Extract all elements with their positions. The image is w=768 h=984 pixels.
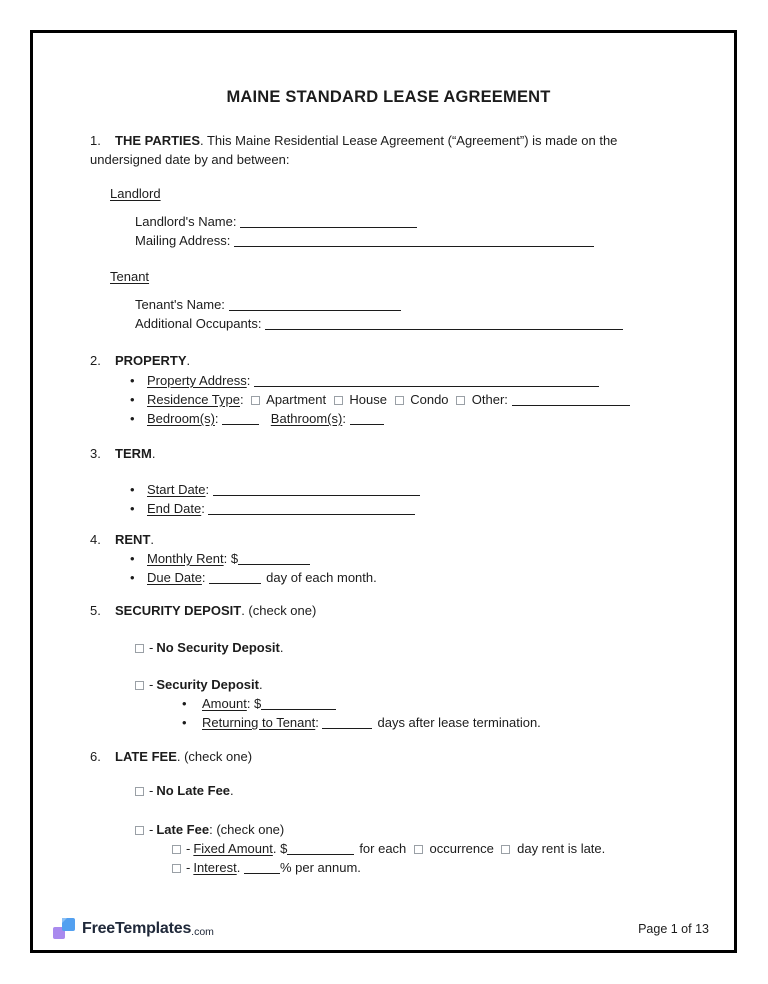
footer [53,917,709,940]
apartment-option-label: Apartment [266,392,327,407]
due-date-suffix: day of each month. [266,570,377,585]
late-fee-row [90,820,687,839]
section-number-6: 6. [90,749,101,764]
brand-logo [53,917,214,940]
end-date-label: End Date [147,501,202,516]
bedrooms-blank[interactable] [222,415,259,425]
colon: : [201,570,206,585]
security-deposit-row [90,675,687,694]
period: . [279,640,284,655]
bullet-icon: • [130,392,135,407]
condo-option-label: Condo [410,392,449,407]
section-heading-rent: RENT [115,532,151,547]
late-fee-label: Late Fee [156,822,210,837]
page-border [30,30,737,953]
freetemplates-logo-icon [53,917,75,940]
fixed-amount-blank[interactable] [287,845,354,855]
colon-dollar: : $ [246,696,262,711]
additional-occupants-blank[interactable] [265,320,623,330]
bullet-icon: • [130,501,135,516]
tenant-heading: Tenant [110,269,150,284]
fixed-amount-checkbox[interactable] [172,845,181,854]
mailing-address-blank[interactable] [234,237,594,247]
day-rent-label: day rent is late. [517,841,606,856]
brand-suffix: .com [191,926,214,938]
house-checkbox[interactable] [334,396,343,405]
due-date-label: Due Date [147,570,202,585]
colon-dollar: : $ [223,551,239,566]
apartment-checkbox[interactable] [251,396,260,405]
section-heading-term: TERM [115,446,152,461]
section-heading-property: PROPERTY [115,353,187,368]
section-property-heading [90,351,687,370]
bathrooms-label: Bathroom(s) [270,411,343,426]
section-number-3: 3. [90,446,101,461]
start-date-label: Start Date [147,482,206,497]
security-deposit-label: Security Deposit [156,677,259,692]
no-late-fee-row [90,781,687,800]
dash: - [149,640,154,655]
bullet-icon: • [130,570,135,585]
logo-blue-shape [62,918,75,931]
fixed-amount-mid-text: for each [359,841,407,856]
bathrooms-blank[interactable] [350,415,384,425]
no-security-deposit-label: No Security Deposit [156,640,280,655]
interest-row [90,858,687,877]
residence-type-row [90,390,687,409]
additional-occupants-label: Additional Occupants: [135,316,262,331]
colon: : [214,411,219,426]
tenant-subsection [90,267,687,286]
interest-checkbox[interactable] [172,864,181,873]
returning-days-blank[interactable] [322,719,372,729]
monthly-rent-row [90,549,687,568]
house-option-label: House [349,392,387,407]
property-address-row [90,371,687,390]
day-rent-checkbox[interactable] [501,845,510,854]
section-heading-late-fee: LATE FEE [115,749,177,764]
period: . [151,446,156,461]
late-fee-checkbox[interactable] [135,826,144,835]
parties-intro-text: . This Maine Residential Lease Agreement (“Agreement”) is made on the undersigned date by and between: [90,133,618,167]
returning-to-tenant-row [90,713,687,732]
no-security-deposit-row [90,638,687,657]
late-fee-suffix: : (check one) [209,822,285,837]
condo-checkbox[interactable] [395,396,404,405]
bedrooms-label: Bedroom(s) [147,411,215,426]
bullet-icon: • [130,551,135,566]
period: . [236,860,241,875]
section-number-5: 5. [90,603,101,618]
brand-name: FreeTemplates [82,919,192,937]
security-deposit-checkbox[interactable] [135,681,144,690]
additional-occupants-row [90,314,687,333]
section-parties-intro [90,131,687,169]
period: . [258,677,263,692]
page-number: Page 1 of 13 [638,921,709,936]
due-date-blank[interactable] [209,574,261,584]
property-address-blank[interactable] [254,377,599,387]
document-content [90,88,687,877]
section-rent-heading [90,530,687,549]
landlord-heading: Landlord [110,186,161,201]
other-checkbox[interactable] [456,396,465,405]
mailing-address-label: Mailing Address: [135,233,231,248]
returning-to-tenant-label: Returning to Tenant [202,715,316,730]
colon: : [342,411,346,426]
period-dollar: . $ [272,841,288,856]
bullet-icon: • [182,696,187,711]
due-date-row [90,568,687,587]
period: . [186,353,191,368]
residence-type-label: Residence Type [147,392,240,407]
colon: : [201,501,205,516]
dash: - [186,841,191,856]
section-heading-security-deposit: SECURITY DEPOSIT [115,603,242,618]
section-heading-parties: THE PARTIES [115,133,200,148]
other-option-label: Other: [471,392,508,407]
fixed-amount-label: Fixed Amount [193,841,273,856]
section-security-deposit-heading [90,601,687,620]
deposit-amount-row [90,694,687,713]
deposit-amount-blank[interactable] [261,700,336,710]
dash: - [149,677,154,692]
no-security-deposit-checkbox[interactable] [135,644,144,653]
section-number-1: 1. [90,133,101,148]
bedrooms-bathrooms-row [90,409,687,428]
no-late-fee-label: No Late Fee [156,783,231,798]
colon: : [315,715,319,730]
bullet-icon: • [130,411,135,426]
tenant-name-row [90,295,687,314]
end-date-row [90,499,687,518]
tenant-name-label: Tenant's Name: [135,297,225,312]
occurrence-label: occurrence [429,841,494,856]
security-deposit-heading-suffix: . (check one) [241,603,317,618]
occurrence-checkbox[interactable] [414,845,423,854]
dash: - [186,860,191,875]
mailing-address-row [90,231,687,250]
no-late-fee-checkbox[interactable] [135,787,144,796]
bullet-icon: • [182,715,187,730]
interest-label: Interest [193,860,237,875]
fixed-amount-row [90,839,687,858]
landlord-name-row [90,212,687,231]
landlord-name-blank[interactable] [240,218,417,228]
dash: - [149,822,154,837]
colon: : [240,392,244,407]
landlord-name-label: Landlord's Name: [135,214,237,229]
bullet-icon: • [130,373,135,388]
late-fee-heading-suffix: . (check one) [176,749,253,764]
landlord-subsection [90,184,687,203]
deposit-amount-label: Amount [202,696,247,711]
start-date-blank[interactable] [213,486,420,496]
interest-blank[interactable] [244,864,280,874]
start-date-row [90,480,687,499]
section-number-4: 4. [90,532,101,547]
tenant-name-blank[interactable] [229,301,401,311]
interest-suffix: % per annum. [279,860,361,875]
section-number-2: 2. [90,353,101,368]
monthly-rent-blank[interactable] [238,555,310,565]
colon: : [205,482,210,497]
page-title: MAINE STANDARD LEASE AGREEMENT [226,88,551,106]
colon: : [246,373,251,388]
property-address-label: Property Address [147,373,247,388]
period: . [230,783,234,798]
section-late-fee-heading [90,747,687,766]
monthly-rent-label: Monthly Rent [147,551,224,566]
end-date-blank[interactable] [208,505,415,515]
section-term-heading [90,444,687,463]
bullet-icon: • [130,482,135,497]
dash: - [149,783,154,798]
returning-suffix: days after lease termination. [377,715,541,730]
period: . [150,532,155,547]
other-blank[interactable] [512,396,630,406]
